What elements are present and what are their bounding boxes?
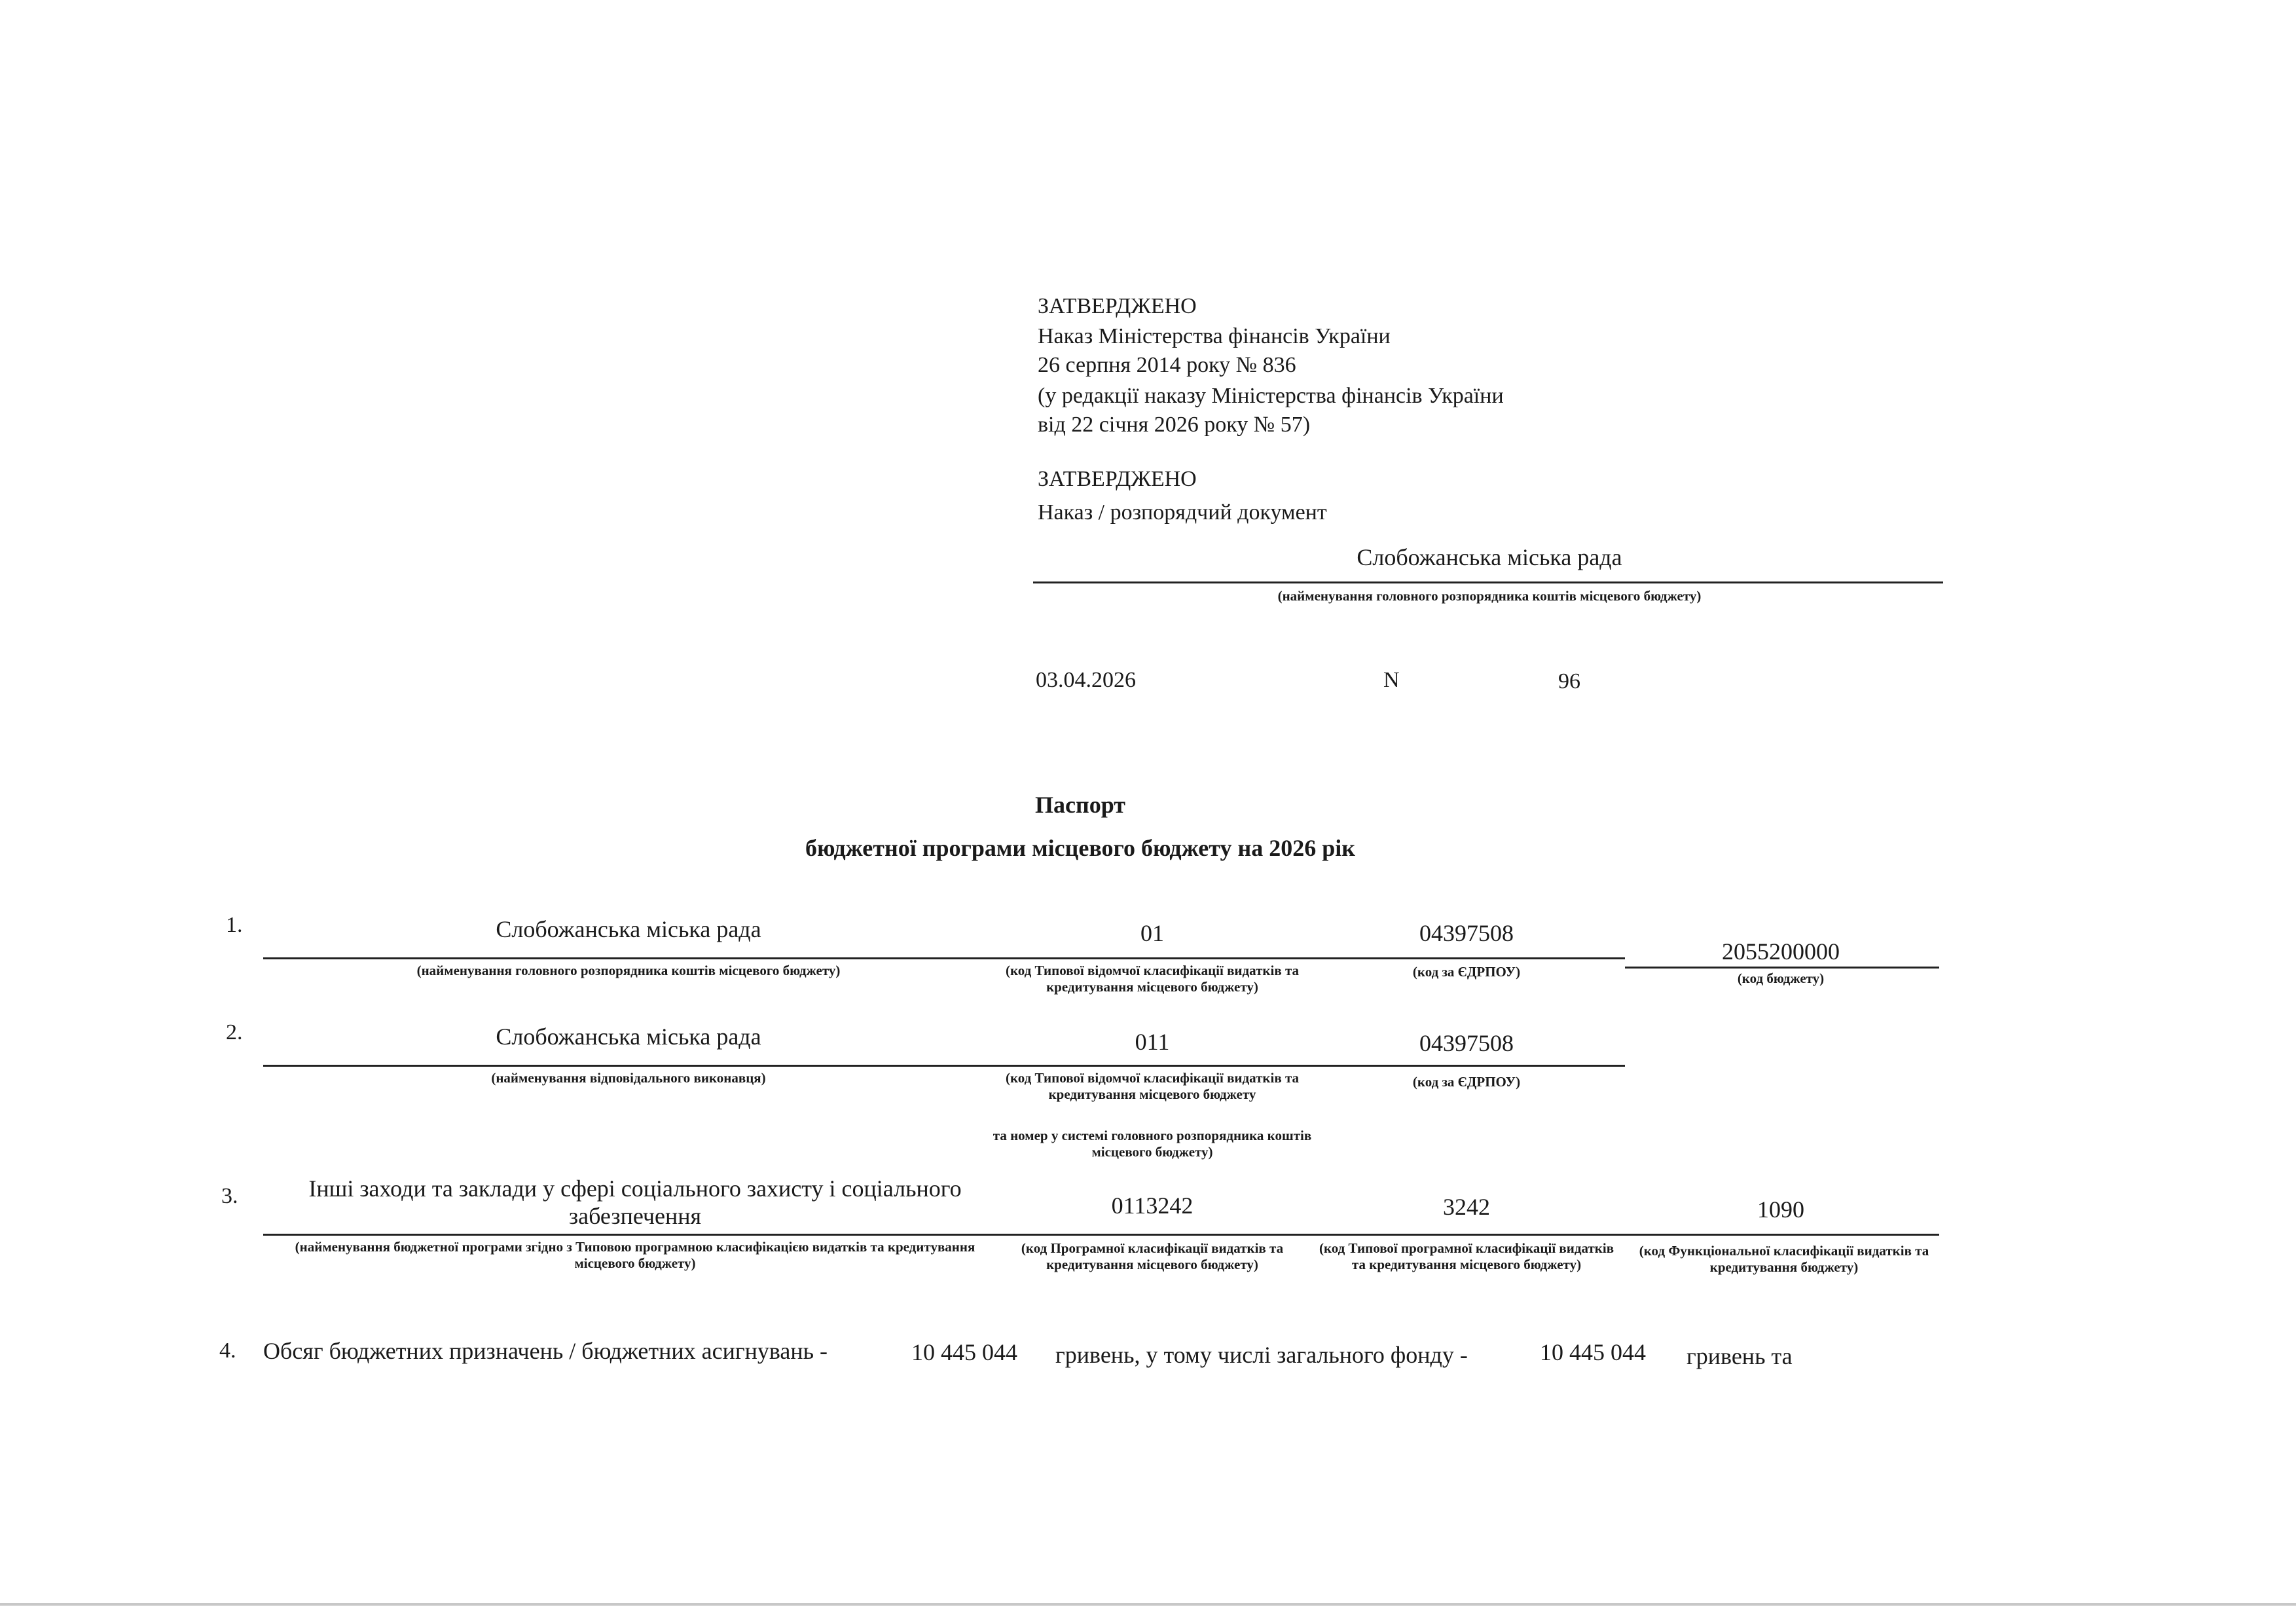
row4-mid-text: гривень, у тому числі загального фонду - — [1055, 1342, 1468, 1368]
row3-number: 3. — [221, 1184, 238, 1208]
approval-order-date: 26 серпня 2014 року № 836 — [1038, 353, 1296, 377]
approval-document-line: Наказ / розпорядчий документ — [1038, 500, 1327, 525]
row3-program-code-caption: (код Програмної класифікації видатків та кредитування місцевого бюджету) — [1021, 1240, 1284, 1272]
approval-heading-1: ЗАТВЕРДЖЕНО — [1038, 294, 1197, 318]
row1-edrpou: 04397508 — [1419, 920, 1514, 946]
approval-revision-date: від 22 січня 2026 року № 57) — [1038, 413, 1311, 437]
order-number: 96 — [1558, 669, 1580, 693]
page-bottom-edge — [0, 1603, 2296, 1606]
approval-org-caption: (найменування головного розпорядника коштів місцевого бюджету) — [1277, 588, 1702, 604]
row1-budget-caption: (код бюджету) — [1737, 970, 1825, 986]
row4-number: 4. — [219, 1338, 236, 1363]
row2-edrpou: 04397508 — [1419, 1030, 1514, 1056]
row4-total-amount: 10 445 044 — [911, 1339, 1017, 1365]
row1-budget-underline — [1625, 967, 1939, 969]
row2-dept-caption-2: та номер у системі головного розпорядника коштів місцевого бюджету) — [993, 1128, 1312, 1160]
row4-general-fund: 10 445 044 — [1540, 1339, 1646, 1365]
row1-dept-caption: (код Типової відомчої класифікації видатків та кредитування місцевого бюджету) — [1005, 963, 1300, 995]
order-date: 03.04.2026 — [1036, 668, 1136, 692]
approval-order-line: Наказ Міністерства фінансів України — [1038, 324, 1391, 348]
row2-executor-name: Слобожанська міська рада — [496, 1024, 761, 1050]
row2-dept-caption: (код Типової відомчої класифікації видатків та кредитування місцевого бюджету — [1005, 1070, 1300, 1102]
row4-tail: гривень та — [1686, 1343, 1793, 1369]
row1-org-name: Слобожанська міська рада — [496, 916, 761, 942]
row3-program-code: 0113242 — [1111, 1192, 1194, 1219]
row1-edrpou-caption: (код за ЄДРПОУ) — [1412, 964, 1521, 980]
row3-functional-caption: (код Функціональної класифікації видатків та кредитування бюджету) — [1639, 1243, 1929, 1275]
row4-label: Обсяг бюджетних призначень / бюджетних асигнувань - — [263, 1338, 828, 1364]
row1-number: 1. — [226, 913, 243, 937]
row1-org-caption: (найменування головного розпорядника коштів місцевого бюджету) — [416, 963, 841, 978]
row3-program-caption: (найменування бюджетної програми згідно з Типовою програмною класифікацією видатків та кредитування місцевого бюджету) — [295, 1239, 975, 1271]
row2-underline — [263, 1065, 1625, 1067]
row1-dept-code: 01 — [1140, 920, 1164, 946]
row3-typical-code: 3242 — [1443, 1194, 1490, 1220]
approval-org-name: Слобожанська міська рада — [1357, 544, 1622, 570]
row2-number: 2. — [226, 1020, 243, 1044]
approval-heading-2: ЗАТВЕРДЖЕНО — [1038, 467, 1197, 491]
row3-underline — [263, 1234, 1939, 1236]
order-number-label: N — [1383, 668, 1400, 692]
row3-program-name: Інші заходи та заклади у сфері соціального захисту і соціального забезпечення — [308, 1175, 962, 1229]
row1-underline — [263, 957, 1625, 959]
row2-executor-caption: (найменування відповідального виконавця) — [491, 1070, 766, 1086]
approval-org-underline — [1033, 581, 1943, 583]
row2-edrpou-caption: (код за ЄДРПОУ) — [1412, 1074, 1521, 1090]
passport-title: Паспорт — [1035, 792, 1125, 818]
row2-dept-code: 011 — [1135, 1029, 1170, 1055]
row3-typical-caption: (код Типової програмної класифікації видатків та кредитування місцевого бюджету) — [1319, 1240, 1614, 1272]
row1-budget-code: 2055200000 — [1722, 938, 1840, 965]
row3-functional-code: 1090 — [1757, 1196, 1804, 1223]
approval-revision-line: (у редакції наказу Міністерства фінансів України — [1038, 384, 1504, 408]
passport-subtitle: бюджетної програми місцевого бюджету на 2026 рік — [805, 835, 1355, 861]
